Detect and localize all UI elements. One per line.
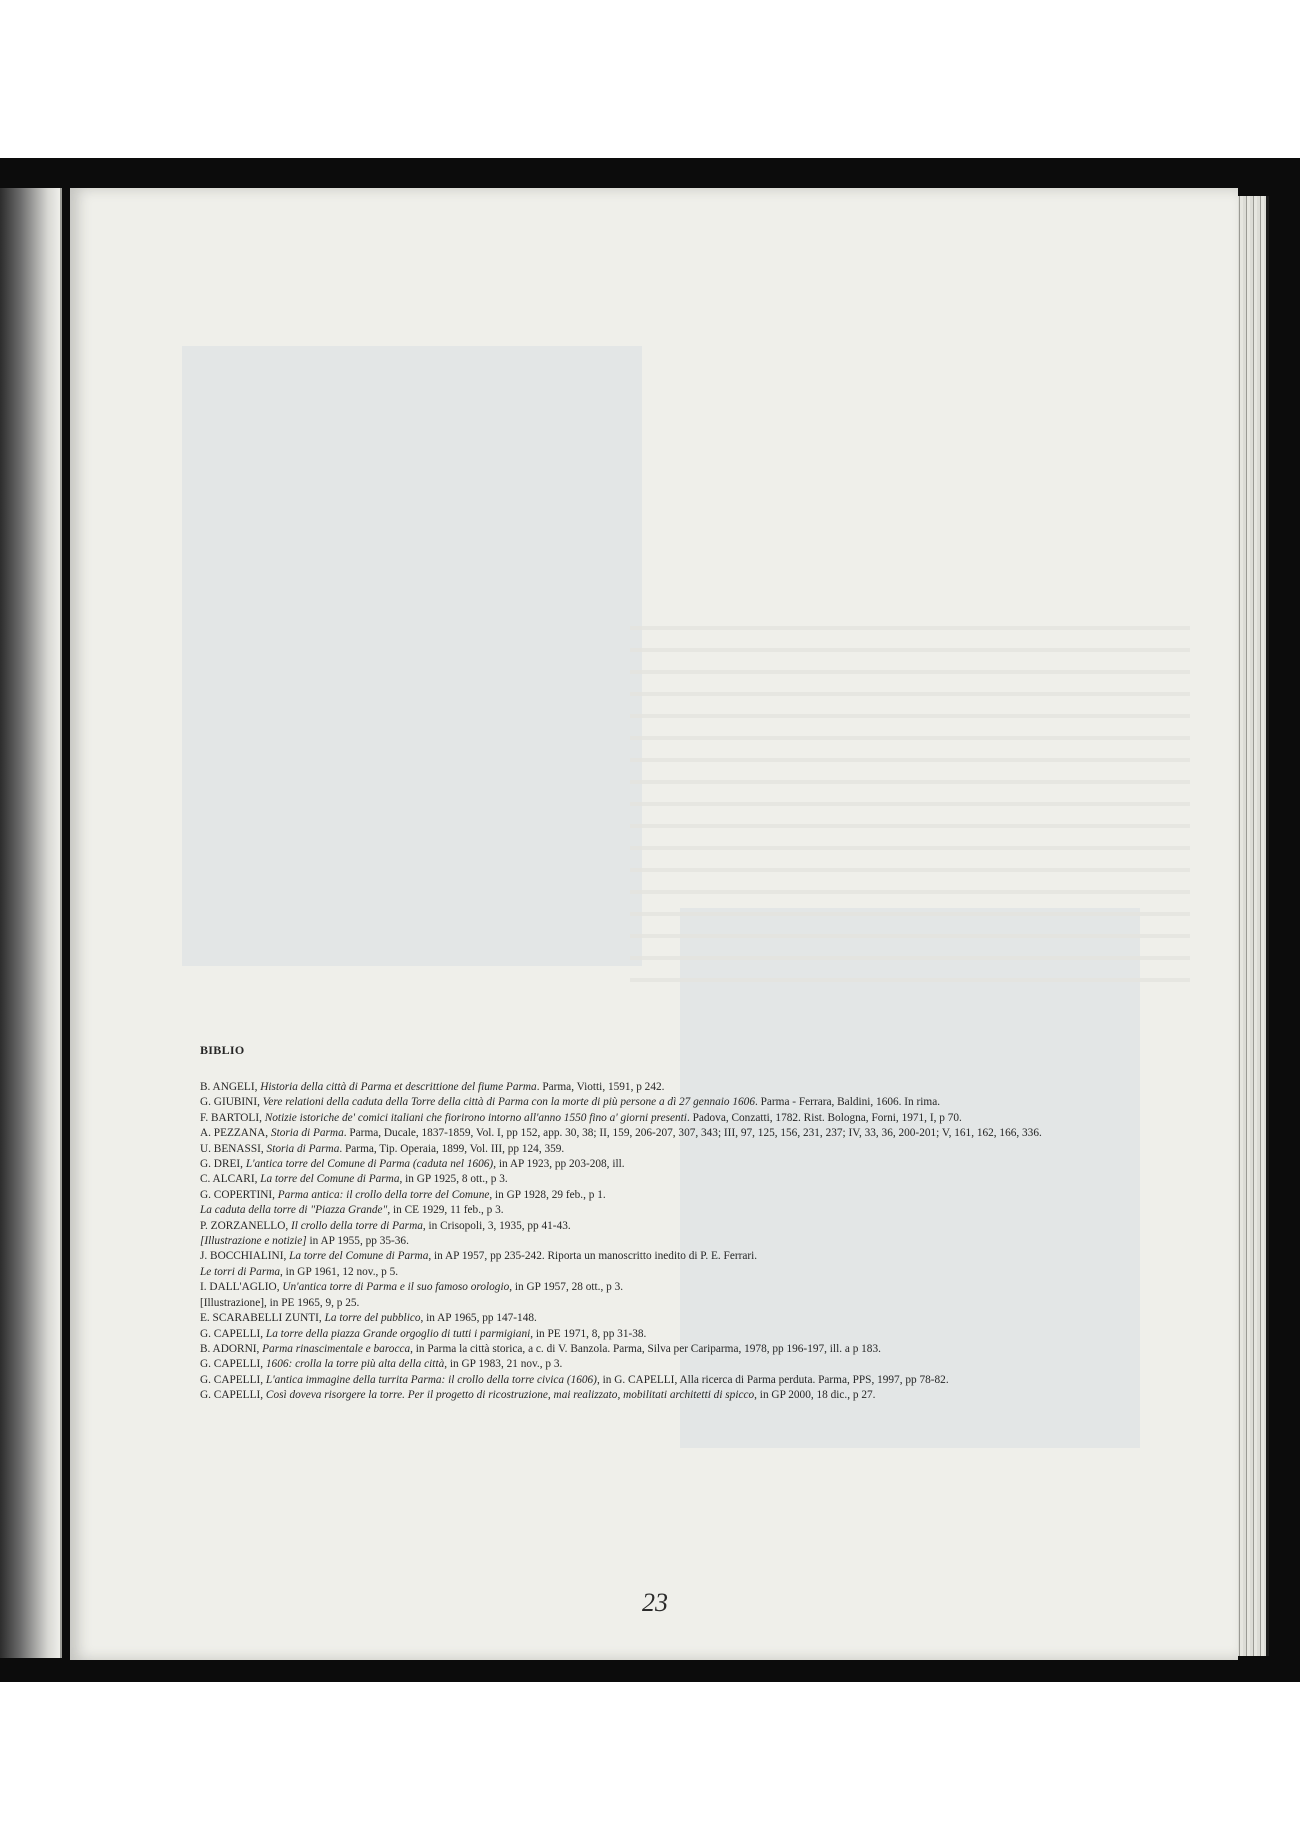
entry-title: Le torri di Parma xyxy=(200,1265,281,1278)
left-page-edge xyxy=(0,188,62,1658)
entry-details: , in GP 1983, 21 nov., p 3. xyxy=(444,1358,563,1371)
bibliography-entry xyxy=(200,1188,1160,1203)
bibliography-entry xyxy=(200,1172,1160,1187)
entry-title: Così doveva risorgere la torre. Per il progetto di ricostruzione, mai realizzato, mobilitati architetti di spicco xyxy=(265,1389,755,1402)
bibliography-entry xyxy=(200,1388,1160,1403)
bibliography-entry xyxy=(200,1280,1160,1295)
entry-details: . Padova, Conzatti, 1782. Rist. Bologna, Forni, 1971, I, p 70. xyxy=(686,1111,962,1124)
entry-author: A. PEZZANA, xyxy=(200,1127,271,1140)
bibliography-entry xyxy=(200,1296,1160,1311)
entry-author: J. BOCCHIALINI, xyxy=(200,1250,290,1263)
entry-author: G. CAPELLI, xyxy=(200,1389,266,1402)
entry-author: I. DALL'AGLIO, xyxy=(200,1281,283,1294)
page-stack-edge xyxy=(1236,196,1269,1656)
entry-title: Storia di Parma xyxy=(266,1142,340,1155)
bibliography-entry xyxy=(200,1219,1160,1234)
entry-details: , in GP 1961, 12 nov., p 5. xyxy=(280,1265,399,1278)
bibliography-entry xyxy=(200,1203,1160,1218)
entry-title: La torre del pubblico xyxy=(324,1312,421,1325)
entry-details: in AP 1955, pp 35-36. xyxy=(306,1235,409,1248)
entry-details: , in Parma la città storica, a c. di V. Banzola. Parma, Silva per Cariparma, 1978, pp 196-197, ill. a p 183. xyxy=(410,1342,881,1355)
show-through-image-left xyxy=(182,346,642,966)
book-page xyxy=(70,188,1238,1660)
entry-title: La torre della piazza Grande orgoglio di tutti i parmigiani xyxy=(265,1327,531,1340)
entry-title: Notizie istoriche de' comici italiani che fiorirono intorno all'anno 1550 fino a' giorni presenti xyxy=(264,1111,687,1124)
entry-author: B. ANGELI, xyxy=(200,1081,261,1093)
bibliography-entry xyxy=(200,1111,1160,1126)
bibliography-entry xyxy=(200,1265,1160,1280)
entry-title: Parma rinascimentale e barocca xyxy=(262,1342,411,1355)
bibliography-entry xyxy=(200,1234,1160,1249)
entry-title: [Illustrazione e notizie] xyxy=(200,1235,307,1248)
page-number: 23 xyxy=(642,1588,668,1617)
entry-title: Vere relationi della caduta della Torre della città di Parma con la morte di più persone a dì 27 gennaio 1606 xyxy=(262,1096,755,1109)
bibliography-entry xyxy=(200,1157,1160,1172)
bibliography-entry xyxy=(200,1126,1160,1141)
entry-author: [Illustrazione], in PE 1965, 9, p 25. xyxy=(200,1296,360,1309)
bibliography-entry xyxy=(200,1311,1160,1326)
entry-details: , in AP 1957, pp 235-242. Riporta un manoscritto inedito di P. E. Ferrari. xyxy=(428,1250,758,1263)
entry-title: La caduta della torre di "Piazza Grande" xyxy=(200,1204,388,1217)
entry-author: G. COPERTINI, xyxy=(200,1188,278,1201)
entry-author: G. DREI, xyxy=(200,1158,246,1171)
entry-details: , in GP 1925, 8 ott., p 3. xyxy=(399,1173,508,1186)
bibliography-entry xyxy=(200,1080,1160,1095)
entry-author: C. ALCARI, xyxy=(200,1173,261,1186)
entry-details: , in AP 1965, pp 147-148. xyxy=(420,1312,537,1325)
bibliography-entry xyxy=(200,1249,1160,1264)
entry-title: Il crollo della torre di Parma xyxy=(291,1219,423,1232)
entry-title: L'antica torre del Comune di Parma (caduta nel 1606) xyxy=(245,1158,494,1171)
entry-author: E. SCARABELLI ZUNTI, xyxy=(200,1312,325,1325)
bibliography-section xyxy=(200,1043,1160,1404)
entry-author: G. CAPELLI, xyxy=(200,1358,266,1371)
bibliography-entry xyxy=(200,1095,1160,1110)
entry-details: , in G. CAPELLI, Alla ricerca di Parma perduta. Parma, PPS, 1997, pp 78-82. xyxy=(596,1373,949,1386)
bibliography-entry xyxy=(200,1327,1160,1342)
bibliography-entry xyxy=(200,1357,1160,1372)
entry-details: . Parma - Ferrara, Baldini, 1606. In rima. xyxy=(754,1096,941,1109)
entry-author: G. CAPELLI, xyxy=(200,1373,266,1386)
entry-author: P. ZORZANELLO, xyxy=(200,1219,291,1232)
entry-title: Historia della città di Parma et descrittione del fiume Parma xyxy=(260,1081,537,1093)
entry-author: U. BENASSI, xyxy=(200,1142,267,1155)
entry-details: , in GP 2000, 18 dic., p 27. xyxy=(754,1389,876,1402)
entry-title: 1606: crolla la torre più alta della città xyxy=(265,1358,445,1371)
entry-details: . Parma, Viotti, 1591, p 242. xyxy=(536,1081,665,1093)
entry-details: . Parma, Tip. Operaia, 1899, Vol. III, pp 124, 359. xyxy=(339,1142,565,1155)
entry-details: . Parma, Ducale, 1837-1859, Vol. I, pp 152, app. 30, 38; II, 159, 206-207, 307, 343; III, 97, 125, 156, 231, 237; IV, 33, 36, 200-201; V, 161, 162, 166, 336. xyxy=(343,1127,1042,1140)
bibliography-list xyxy=(200,1080,1160,1404)
entry-title: Un'antica torre di Parma e il suo famoso orologio xyxy=(282,1281,510,1294)
entry-title: L'antica immagine della turrita Parma: il crollo della torre civica (1606) xyxy=(265,1373,597,1386)
entry-details: , in AP 1923, pp 203-208, ill. xyxy=(493,1158,625,1171)
entry-title: Parma antica: il crollo della torre del Comune xyxy=(277,1188,490,1201)
show-through-text xyxy=(630,608,1190,988)
entry-details: , in PE 1971, 8, pp 31-38. xyxy=(530,1327,647,1340)
entry-details: , in GP 1928, 29 feb., p 1. xyxy=(489,1188,606,1201)
entry-author: F. BARTOLI, xyxy=(200,1111,265,1124)
entry-title: Storia di Parma xyxy=(270,1127,344,1140)
entry-title: La torre del Comune di Parma xyxy=(260,1173,400,1186)
bibliography-entry xyxy=(200,1342,1160,1357)
entry-title: La torre del Comune di Parma xyxy=(289,1250,429,1263)
bibliography-entry xyxy=(200,1373,1160,1388)
entry-details: , in CE 1929, 11 feb., p 3. xyxy=(387,1204,504,1217)
entry-details: , in Crisopoli, 3, 1935, pp 41-43. xyxy=(422,1219,571,1232)
bibliography-entry xyxy=(200,1142,1160,1157)
entry-author: G. GIUBINI, xyxy=(200,1096,263,1109)
entry-details: , in GP 1957, 28 ott., p 3. xyxy=(509,1281,624,1294)
entry-author: G. CAPELLI, xyxy=(200,1327,266,1340)
bibliography-heading: BIBLIO xyxy=(200,1043,245,1057)
entry-author: B. ADORNI, xyxy=(200,1342,263,1355)
